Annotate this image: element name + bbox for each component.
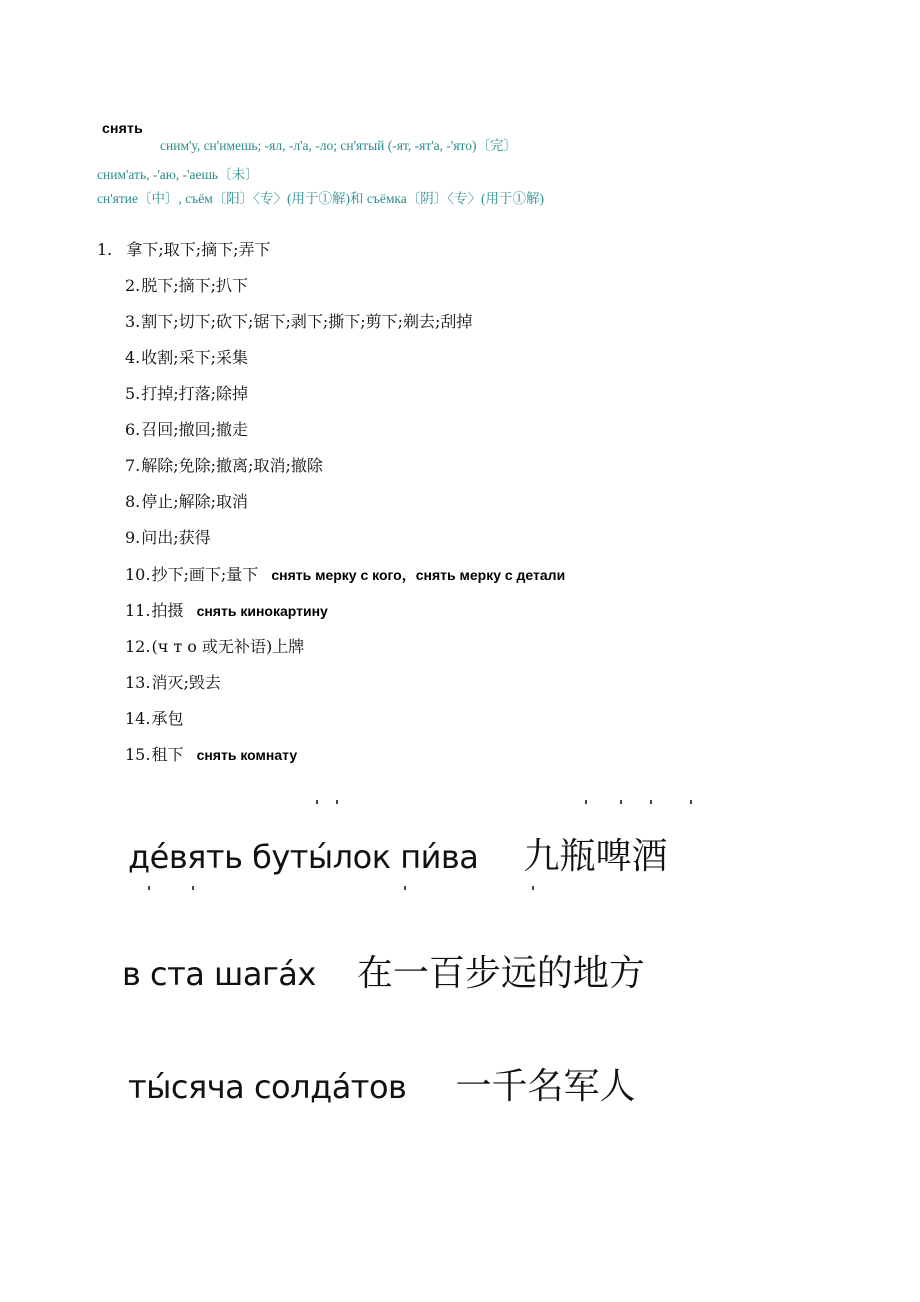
- example-chinese: 在一百步远的地方: [356, 953, 645, 994]
- example-chinese: 九瓶啤酒: [523, 836, 668, 877]
- sense-item: 3.割下;切下;砍下;锯下;剥下;撕下;剪下;剃去;刮掉: [125, 312, 473, 331]
- usage-example: снять кинокартину: [196, 603, 328, 619]
- example-russian: ты́сяча солда́тов: [128, 1068, 407, 1106]
- sense-item: 11.拍摄 снять кинокартину: [125, 601, 328, 620]
- sense-item: 9.问出;获得: [125, 528, 211, 547]
- example-russian: в ста шага́х: [122, 955, 316, 993]
- sense-item: 10.抄下;画下;量下 снять мерку с кого，снять мерку с детали: [125, 565, 566, 584]
- usage-example: снять мерку с кого，снять мерку с детали: [271, 567, 566, 583]
- derived-nouns: сн'ятие〔中〕, съём〔阳〕〈专〉(用于①解)和 съёмка〔阴〕〈专〉(用于①解): [97, 191, 544, 206]
- scan-artifact: [316, 800, 318, 804]
- scan-artifact: [690, 800, 692, 804]
- conjugation-forms-perfective: сним'у, сн'имешь; -ял, -л'а, -ло; сн'ятый (-ят, -ят'а, -'ято)〔完〕: [160, 138, 518, 153]
- scan-artifact: [585, 800, 587, 804]
- scan-artifact: [620, 800, 622, 804]
- sense-item: 1. 拿下;取下;摘下;弄下: [97, 240, 271, 259]
- headword: снять: [102, 120, 143, 136]
- sense-item: 7.解除;免除;撤离;取消;撤除: [125, 456, 323, 475]
- conjugation-forms-imperfective: сним'ать, -'аю, -'аешь〔未〕: [97, 167, 259, 182]
- example-phrase-row: [128, 1058, 635, 1109]
- example-chinese: 一千名军人: [455, 1066, 636, 1107]
- example-phrase-row: [122, 945, 645, 996]
- sense-item: 4.收割;采下;采集: [125, 348, 249, 367]
- usage-example: снять комнату: [196, 747, 298, 763]
- sense-item: 2.脱下;摘下;扒下: [125, 276, 249, 295]
- sense-item: 5.打掉;打落;除掉: [125, 384, 249, 403]
- sense-item: 8.停止;解除;取消: [125, 492, 249, 511]
- scan-artifact: [336, 800, 338, 804]
- sense-item: 14.承包: [125, 709, 184, 728]
- scan-artifact: [532, 886, 534, 890]
- scan-artifact: [404, 886, 406, 890]
- scan-artifact: [148, 886, 150, 890]
- example-phrase-row: [128, 828, 668, 879]
- sense-item: 13.消灭;毁去: [125, 673, 221, 692]
- sense-item: 6.召回;撤回;撤走: [125, 420, 249, 439]
- scan-artifact: [192, 886, 194, 890]
- example-russian: де́вять буты́лок пи́ва: [128, 838, 479, 876]
- sense-item: 15.租下 снять комнату: [125, 745, 298, 764]
- scan-artifact: [650, 800, 652, 804]
- sense-item: 12.(ч т о 或无补语)上牌: [125, 637, 305, 656]
